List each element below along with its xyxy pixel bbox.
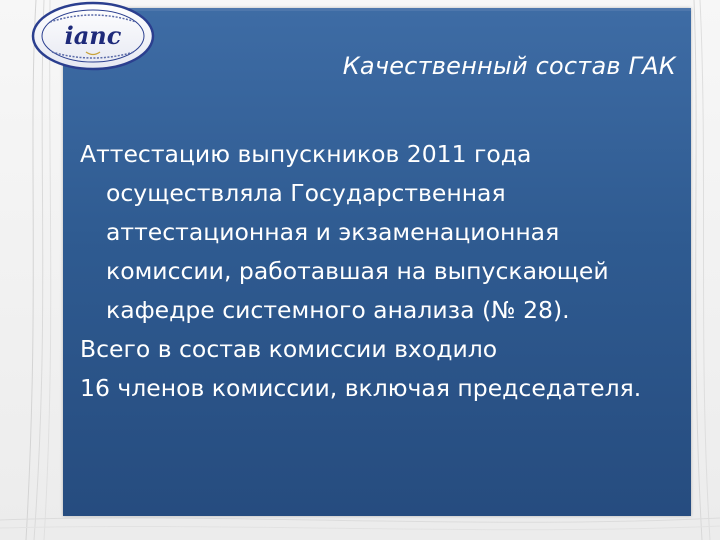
slide-body: [80, 135, 680, 408]
organization-logo: [30, 0, 156, 72]
panel-highlight: [63, 8, 691, 11]
logo-letters: ianc: [64, 21, 122, 50]
slide-title: Качественный состав ГАК: [342, 52, 676, 80]
body-paragraph-3: 16 членов комиссии, включая председателя.: [80, 374, 642, 402]
body-paragraph-2: Всего в состав комиссии входило: [80, 335, 498, 363]
body-paragraph-1: Аттестацию выпускников 2011 года осуществляла Государственная аттестационная и экзаменационная комиссии, работавшая на выпускающей кафедре системного анализа (№ 28).: [80, 140, 609, 324]
